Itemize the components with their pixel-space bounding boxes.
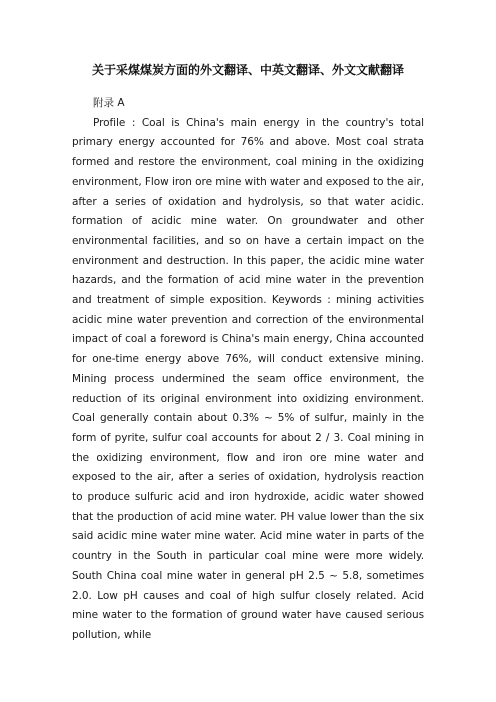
appendix-label: 附录 A bbox=[93, 97, 125, 109]
body-paragraph: Profile : Coal is China's main energy in the country's total primary energy accounted for 76% and above. Most coal strata formed and restore the environment, coal mining in the oxidizing environment, Flow iron ore mine with water and exposed to the air, after a series of oxidation and hydrolysis, so that water acidic. formation of acidic mine water. On groundwater and other environmental facilities, and so on have a certain impact on the environment and destruction. In this paper, the acidic mine water hazards, and the formation of acid mine water in the prevention and treatment of simple exposition. Keywords : mining activities acidic mine water prevention and correction of the environmental impact of coal a foreword is China's main energy, China accounted for one-time energy above 76%, will conduct extensive mining. Mining process undermined the seam office environment, the reduction of its original environment into oxidizing environment. Coal generally contain about 0.3% ~ 5% of sulfur, mainly in the form of pyrite, sulfur coal accounts for about 2 / 3. Coal mining in the oxidizing environment, flow and iron ore mine water and exposed to the air, after a series of oxidation, hydrolysis reaction to produce sulfuric acid and iron hydroxide, acidic water showed that the production of acid mine water. PH value lower than the six said acidic mine water mine water. Acid mine water in parts of the country in the South in particular coal mine were more widely. South China coal mine water in general pH 2.5 ~ 5.8, sometimes 2.0. Low pH causes and coal of high sulfur closely related. Acid mine water to the formation of ground water have caused serious pollution, while bbox=[72, 116, 424, 641]
document-title: 关于采煤煤炭方面的外文翻译、中英文翻译、外文文献翻译 bbox=[91, 63, 404, 77]
